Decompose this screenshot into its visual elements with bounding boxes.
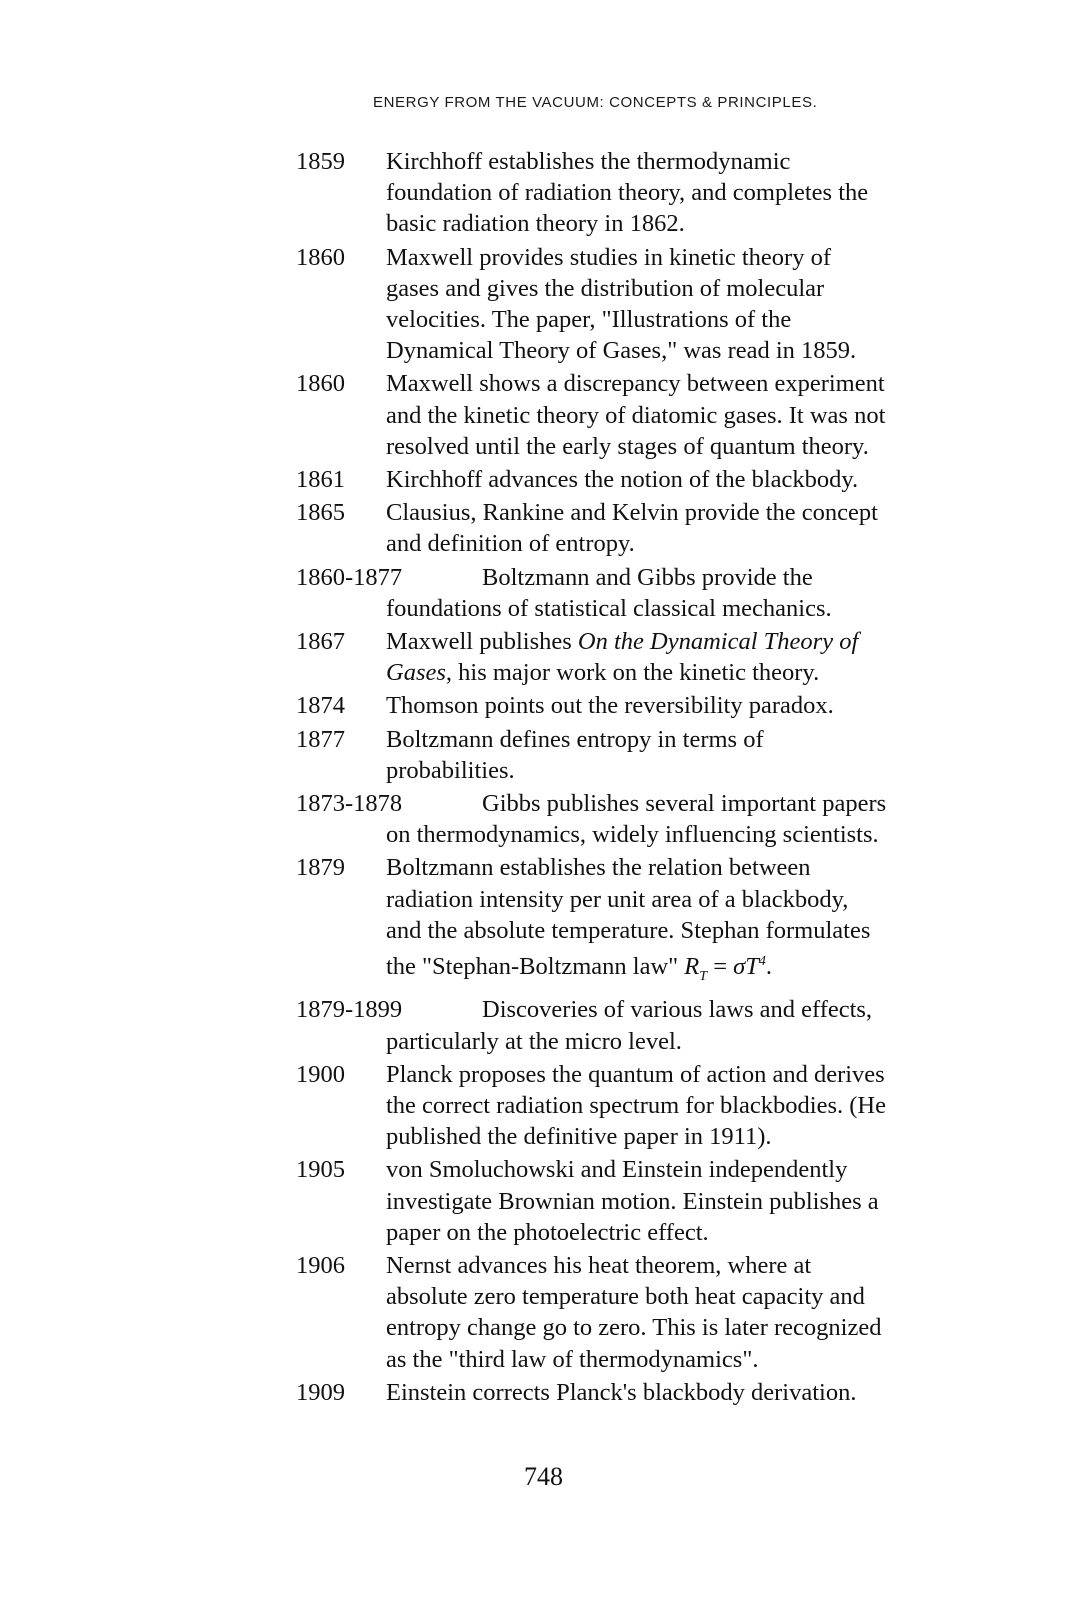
- entry-year: 1879-1899: [296, 996, 403, 1024]
- entry-line: as the "third law of thermodynamics".: [386, 1345, 759, 1373]
- entry-line-part: the "Stephan-Boltzmann law": [386, 953, 685, 981]
- running-header: ENERGY FROM THE VACUUM: CONCEPTS & PRINCIPLES.: [373, 94, 818, 111]
- entry-line: absolute zero temperature both heat capacity and: [386, 1283, 865, 1311]
- formula-equals: =: [707, 953, 734, 981]
- timeline-entry: [296, 1154, 956, 1248]
- entry-year: 1861: [296, 466, 345, 494]
- entry-text: [386, 852, 956, 992]
- entry-year: 1874: [296, 692, 345, 720]
- entry-year: 1865: [296, 499, 345, 527]
- timeline-entry: [296, 1250, 956, 1375]
- entry-line: [386, 626, 956, 657]
- entry-line: Boltzmann defines entropy in terms of: [386, 725, 764, 753]
- entry-line: Gibbs publishes several important papers: [482, 790, 887, 818]
- timeline-entry: [296, 464, 956, 495]
- timeline-entry: [296, 242, 956, 367]
- timeline-entry: [296, 852, 956, 992]
- entry-line: Einstein corrects Planck's blackbody derivation.: [386, 1378, 857, 1406]
- entry-text: [386, 1250, 956, 1375]
- entry-year: 1905: [296, 1156, 345, 1184]
- timeline-entry: [296, 690, 956, 721]
- entry-line: Dynamical Theory of Gases," was read in 1859.: [386, 337, 857, 365]
- book-title: On the Dynamical Theory of: [577, 628, 859, 656]
- entry-line: foundation of radiation theory, and completes the: [386, 179, 869, 207]
- entry-text: [386, 242, 956, 367]
- entry-text: [386, 562, 956, 624]
- book-title: Gases: [386, 659, 446, 687]
- entry-line: basic radiation theory in 1862.: [386, 210, 685, 238]
- entry-year: 1909: [296, 1378, 345, 1406]
- entry-line: Boltzmann and Gibbs provide the: [482, 563, 813, 591]
- entry-year: 1906: [296, 1251, 345, 1279]
- entry-line: and the absolute temperature. Stephan formulates: [386, 916, 871, 944]
- entry-text: [386, 724, 956, 786]
- entry-line: investigate Brownian motion. Einstein publishes a: [386, 1187, 879, 1215]
- entry-year: 1867: [296, 628, 345, 656]
- entry-text: [386, 690, 956, 721]
- entry-line: and definition of entropy.: [386, 530, 635, 558]
- entry-line: published the definitive paper in 1911).: [386, 1123, 772, 1151]
- entry-line: probabilities.: [386, 756, 515, 784]
- entry-year: 1860: [296, 243, 345, 271]
- timeline-entry: [296, 724, 956, 786]
- entry-year: 1879: [296, 854, 345, 882]
- entry-year: 1873-1878: [296, 790, 403, 818]
- entry-line: Maxwell shows a discrepancy between experiment: [386, 370, 885, 398]
- entry-line: foundations of statistical classical mechanics.: [386, 594, 832, 622]
- entry-line: paper on the photoelectric effect.: [386, 1218, 709, 1246]
- entry-line: particularly at the micro level.: [386, 1027, 682, 1055]
- entry-line: velocities. The paper, "Illustrations of the: [386, 306, 792, 334]
- timeline-entry: [296, 788, 956, 850]
- entry-text: [386, 1059, 956, 1153]
- entry-line: resolved until the early stages of quantum theory.: [386, 432, 869, 460]
- entry-line-part: Maxwell publishes: [386, 628, 578, 656]
- entry-text: [386, 994, 956, 1056]
- entry-text: [386, 626, 956, 688]
- timeline-entry: [296, 1059, 956, 1153]
- formula-exponent: 4: [758, 954, 766, 970]
- entry-year: 1860: [296, 370, 345, 398]
- timeline-entry: [296, 562, 956, 624]
- timeline-entry: [296, 1377, 956, 1408]
- entry-line: on thermodynamics, widely influencing scientists.: [386, 821, 879, 849]
- entry-line: the correct radiation spectrum for blackbodies. (He: [386, 1091, 887, 1119]
- entry-text: [386, 1154, 956, 1248]
- timeline-entry: [296, 146, 956, 240]
- entry-line: Planck proposes the quantum of action and derives: [386, 1060, 885, 1088]
- entry-line: Discoveries of various laws and effects,: [482, 996, 873, 1024]
- entry-text: [386, 788, 956, 850]
- stefan-boltzmann-formula: [684, 953, 766, 985]
- entry-line: and the kinetic theory of diatomic gases. It was not: [386, 401, 886, 429]
- entry-line: gases and gives the distribution of molecular: [386, 274, 825, 302]
- formula-subscript: T: [699, 969, 708, 985]
- entry-year: 1877: [296, 725, 345, 753]
- formula-lhs: R: [684, 953, 700, 981]
- entry-line: [386, 946, 956, 992]
- entry-line-part: , his major work on the kinetic theory.: [445, 659, 820, 687]
- entry-line: Thomson points out the reversibility paradox.: [386, 692, 834, 720]
- timeline-entry: [296, 497, 956, 559]
- entry-text: [386, 497, 956, 559]
- timeline-entry: [296, 994, 956, 1056]
- entry-line: Kirchhoff establishes the thermodynamic: [386, 148, 791, 175]
- entry-line: Maxwell provides studies in kinetic theory of: [386, 243, 831, 271]
- timeline-entry: [296, 368, 956, 462]
- entry-line: Boltzmann establishes the relation between: [386, 854, 811, 882]
- entry-year: 1860-1877: [296, 563, 403, 591]
- entry-line: radiation intensity per unit area of a blackbody,: [386, 885, 849, 913]
- entry-text: [386, 146, 956, 240]
- entry-line: entropy change go to zero. This is later recognized: [386, 1314, 882, 1342]
- timeline: [296, 146, 956, 1410]
- entry-line: Nernst advances his heat theorem, where at: [386, 1251, 812, 1279]
- entry-text: [386, 368, 956, 462]
- entry-text: [386, 1377, 956, 1408]
- entry-line: [386, 657, 956, 688]
- entry-line: von Smoluchowski and Einstein independently: [386, 1156, 848, 1184]
- entry-line: Kirchhoff advances the notion of the blackbody.: [386, 466, 859, 494]
- formula-rhs: σT: [733, 953, 759, 981]
- page-number: 748: [524, 1462, 563, 1491]
- entry-year: 1859: [296, 148, 345, 175]
- entry-text: [386, 464, 956, 495]
- formula-period: .: [765, 953, 772, 981]
- entry-line: Clausius, Rankine and Kelvin provide the concept: [386, 499, 878, 527]
- entry-year: 1900: [296, 1060, 345, 1088]
- timeline-entry: [296, 626, 956, 688]
